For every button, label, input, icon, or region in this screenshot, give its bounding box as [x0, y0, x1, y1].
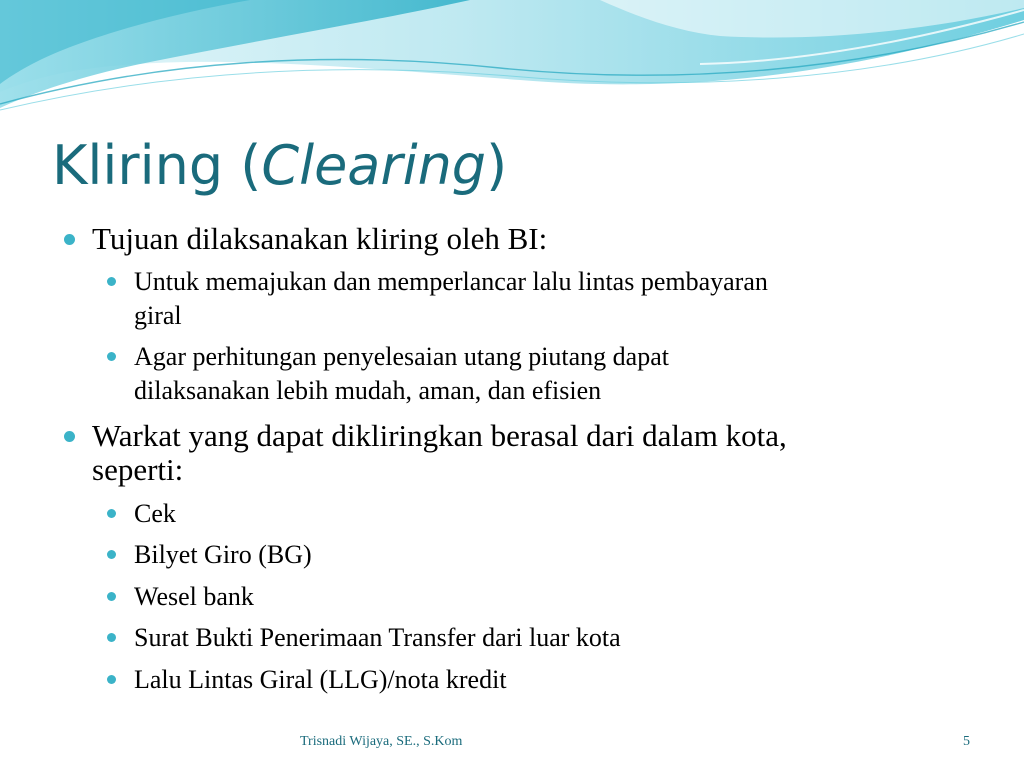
bullet-text-line: dilaksanakan lebih mudah, aman, dan efisien — [134, 376, 602, 405]
bullet-item-level-2 — [134, 621, 621, 655]
bullet-item-level-2 — [134, 497, 176, 531]
bullet-item-level-2 — [134, 538, 312, 572]
bullet-text-line: Untuk memajukan dan memperlancar lalu lintas pembayaran — [134, 267, 768, 296]
title-italic: Clearing — [261, 134, 487, 197]
bullet-text-line: Bilyet Giro (BG) — [134, 540, 312, 569]
bullet-item-level-2 — [134, 340, 669, 408]
bullet-text-line: Cek — [134, 499, 176, 528]
bullet-dot-icon — [64, 431, 75, 442]
bullet-text-line: seperti: — [92, 452, 184, 487]
bullet-item-level-2 — [134, 663, 507, 697]
bullet-item-level-1 — [92, 222, 547, 256]
bullet-item-level-2 — [134, 265, 768, 333]
bullet-dot-icon — [107, 352, 116, 361]
bullet-text-line: Agar perhitungan penyelesaian utang piutang dapat — [134, 342, 669, 371]
title-close: ) — [486, 134, 508, 197]
bullet-text-line: giral — [134, 301, 182, 330]
slide-number: 5 — [963, 734, 970, 749]
footer-author: Trisnadi Wijaya, SE., S.Kom — [300, 734, 463, 749]
bullet-text-line: Lalu Lintas Giral (LLG)/nota kredit — [134, 665, 507, 694]
bullet-dot-icon — [107, 675, 116, 684]
bullet-text-line: Surat Bukti Penerimaan Transfer dari luar kota — [134, 623, 621, 652]
bullet-dot-icon — [107, 633, 116, 642]
bullet-dot-icon — [107, 550, 116, 559]
bullet-item-level-1 — [92, 419, 787, 487]
bullet-text-line: Wesel bank — [134, 582, 254, 611]
bullet-dot-icon — [107, 592, 116, 601]
bullet-dot-icon — [64, 234, 75, 245]
bullet-item-level-2 — [134, 580, 254, 614]
bullet-dot-icon — [107, 277, 116, 286]
bullet-dot-icon — [107, 509, 116, 518]
bullet-text-line: Warkat yang dapat dikliringkan berasal dari dalam kota, — [92, 418, 787, 453]
title-main: Kliring ( — [52, 134, 262, 197]
bullet-text-line: Tujuan dilaksanakan kliring oleh BI: — [92, 221, 548, 256]
